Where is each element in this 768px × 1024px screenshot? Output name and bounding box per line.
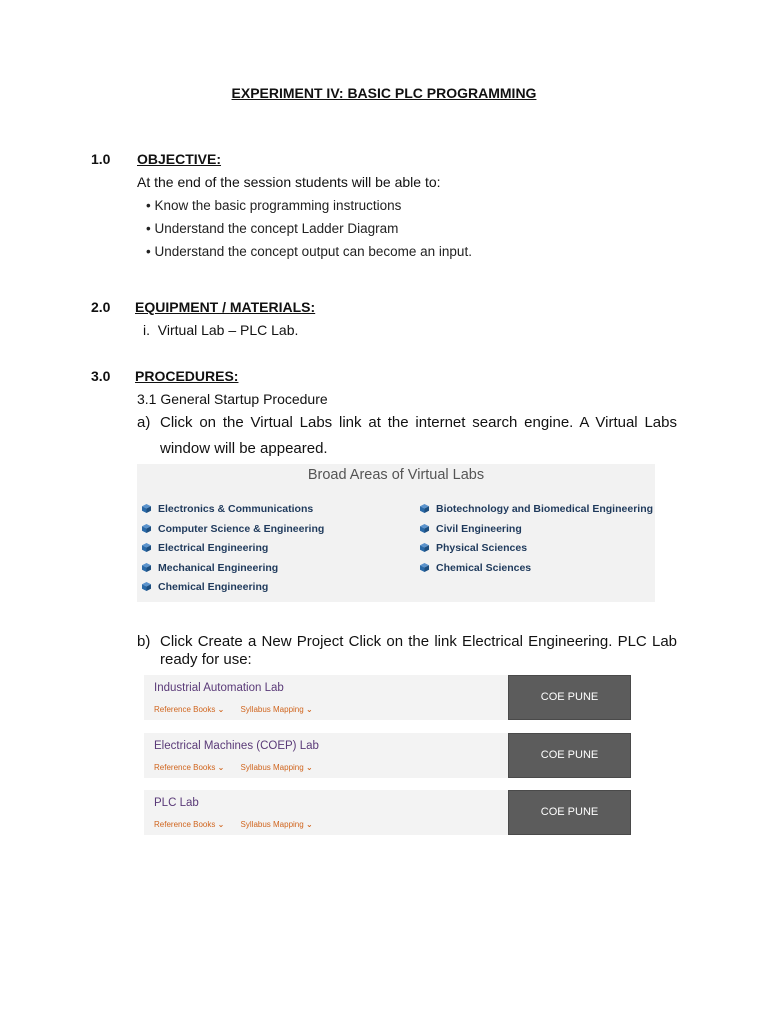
area-label: Computer Science & Engineering bbox=[158, 523, 325, 535]
area-link-biotechnology[interactable] bbox=[420, 503, 653, 515]
area-link-mechanical[interactable] bbox=[142, 562, 278, 574]
syllabus-mapping-label: Syllabus Mapping bbox=[240, 705, 304, 714]
section-heading-procedures: PROCEDURES: bbox=[135, 368, 239, 384]
step-text: Click Create a New Project Click on the link Electrical Engineering. PLC Lab ready for use: bbox=[160, 633, 677, 668]
area-label: Civil Engineering bbox=[436, 523, 522, 535]
syllabus-mapping-dropdown[interactable] bbox=[241, 705, 313, 714]
objective-bullet: • Understand the concept output can become an input. bbox=[146, 244, 472, 259]
area-label: Electrical Engineering bbox=[158, 542, 269, 554]
area-link-electrical[interactable] bbox=[142, 542, 268, 554]
equipment-item: i. Virtual Lab – PLC Lab. bbox=[143, 322, 299, 338]
broad-areas-panel bbox=[137, 464, 655, 602]
syllabus-mapping-label: Syllabus Mapping bbox=[240, 820, 304, 829]
procedure-step-b bbox=[137, 633, 677, 669]
section-number-equipment: 2.0 bbox=[91, 299, 111, 315]
section-heading-equipment: EQUIPMENT / MATERIALS: bbox=[135, 299, 316, 315]
cube-icon bbox=[142, 563, 151, 572]
coe-pune-button[interactable]: COE PUNE bbox=[508, 675, 631, 720]
cube-icon bbox=[142, 504, 151, 513]
lab-name[interactable]: Electrical Machines (COEP) Lab bbox=[154, 740, 319, 752]
document-title: EXPERIMENT IV: BASIC PLC PROGRAMMING bbox=[231, 85, 537, 101]
area-label: Chemical Sciences bbox=[436, 562, 532, 574]
lab-links bbox=[154, 763, 327, 772]
lab-row-plc bbox=[144, 790, 630, 835]
reference-books-label: Reference Books bbox=[154, 705, 216, 714]
area-link-chemical-sciences[interactable] bbox=[420, 562, 531, 574]
syllabus-mapping-dropdown[interactable] bbox=[241, 820, 313, 829]
procedure-step-a bbox=[137, 410, 677, 462]
area-label: Mechanical Engineering bbox=[158, 562, 279, 574]
lab-name[interactable]: PLC Lab bbox=[154, 797, 199, 809]
lab-row-industrial-automation bbox=[144, 675, 630, 720]
step-text: Click on the Virtual Labs link at the internet search engine. A Virtual Labs window will be appeared. bbox=[160, 414, 677, 457]
objective-bullet: • Know the basic programming instructions bbox=[146, 198, 402, 213]
chevron-down-icon: ⌄ bbox=[305, 705, 313, 714]
chevron-down-icon: ⌄ bbox=[217, 763, 225, 772]
lab-name[interactable]: Industrial Automation Lab bbox=[154, 682, 284, 694]
section-heading-objective: OBJECTIVE: bbox=[137, 151, 222, 167]
syllabus-mapping-dropdown[interactable] bbox=[241, 763, 313, 772]
area-label: Biotechnology and Biomedical Engineering bbox=[436, 503, 654, 515]
procedure-subheading: 3.1 General Startup Procedure bbox=[137, 391, 328, 407]
area-link-computer-science[interactable] bbox=[142, 523, 324, 535]
lab-row-electrical-machines bbox=[144, 733, 630, 778]
section-number-procedures: 3.0 bbox=[91, 368, 111, 384]
reference-books-dropdown[interactable] bbox=[154, 820, 224, 829]
cube-icon bbox=[142, 524, 151, 533]
objective-bullet: • Understand the concept Ladder Diagram bbox=[146, 221, 399, 236]
reference-books-label: Reference Books bbox=[154, 820, 216, 829]
syllabus-mapping-label: Syllabus Mapping bbox=[240, 763, 304, 772]
section-number-objective: 1.0 bbox=[91, 151, 111, 167]
area-label: Physical Sciences bbox=[436, 542, 528, 554]
area-link-civil[interactable] bbox=[420, 523, 522, 535]
cube-icon bbox=[420, 543, 429, 552]
reference-books-dropdown[interactable] bbox=[154, 763, 224, 772]
chevron-down-icon: ⌄ bbox=[305, 820, 313, 829]
chevron-down-icon: ⌄ bbox=[305, 763, 313, 772]
lab-links bbox=[154, 820, 327, 829]
area-link-electronics[interactable] bbox=[142, 503, 313, 515]
broad-areas-title: Broad Areas of Virtual Labs bbox=[307, 467, 485, 483]
chevron-down-icon: ⌄ bbox=[217, 705, 225, 714]
reference-books-label: Reference Books bbox=[154, 763, 216, 772]
cube-icon bbox=[420, 524, 429, 533]
area-link-physical-sciences[interactable] bbox=[420, 542, 527, 554]
step-label: b) bbox=[137, 633, 151, 650]
cube-icon bbox=[142, 582, 151, 591]
cube-icon bbox=[420, 563, 429, 572]
area-link-chemical-engineering[interactable] bbox=[142, 581, 268, 593]
area-label: Electronics & Communications bbox=[158, 503, 314, 515]
step-label: a) bbox=[137, 414, 151, 431]
chevron-down-icon: ⌄ bbox=[217, 820, 225, 829]
coe-pune-button[interactable]: COE PUNE bbox=[508, 790, 631, 835]
area-label: Chemical Engineering bbox=[158, 581, 269, 593]
cube-icon bbox=[142, 543, 151, 552]
reference-books-dropdown[interactable] bbox=[154, 705, 224, 714]
cube-icon bbox=[420, 504, 429, 513]
objective-intro: At the end of the session students will be able to: bbox=[137, 174, 441, 190]
lab-links bbox=[154, 705, 327, 714]
coe-pune-button[interactable]: COE PUNE bbox=[508, 733, 631, 778]
